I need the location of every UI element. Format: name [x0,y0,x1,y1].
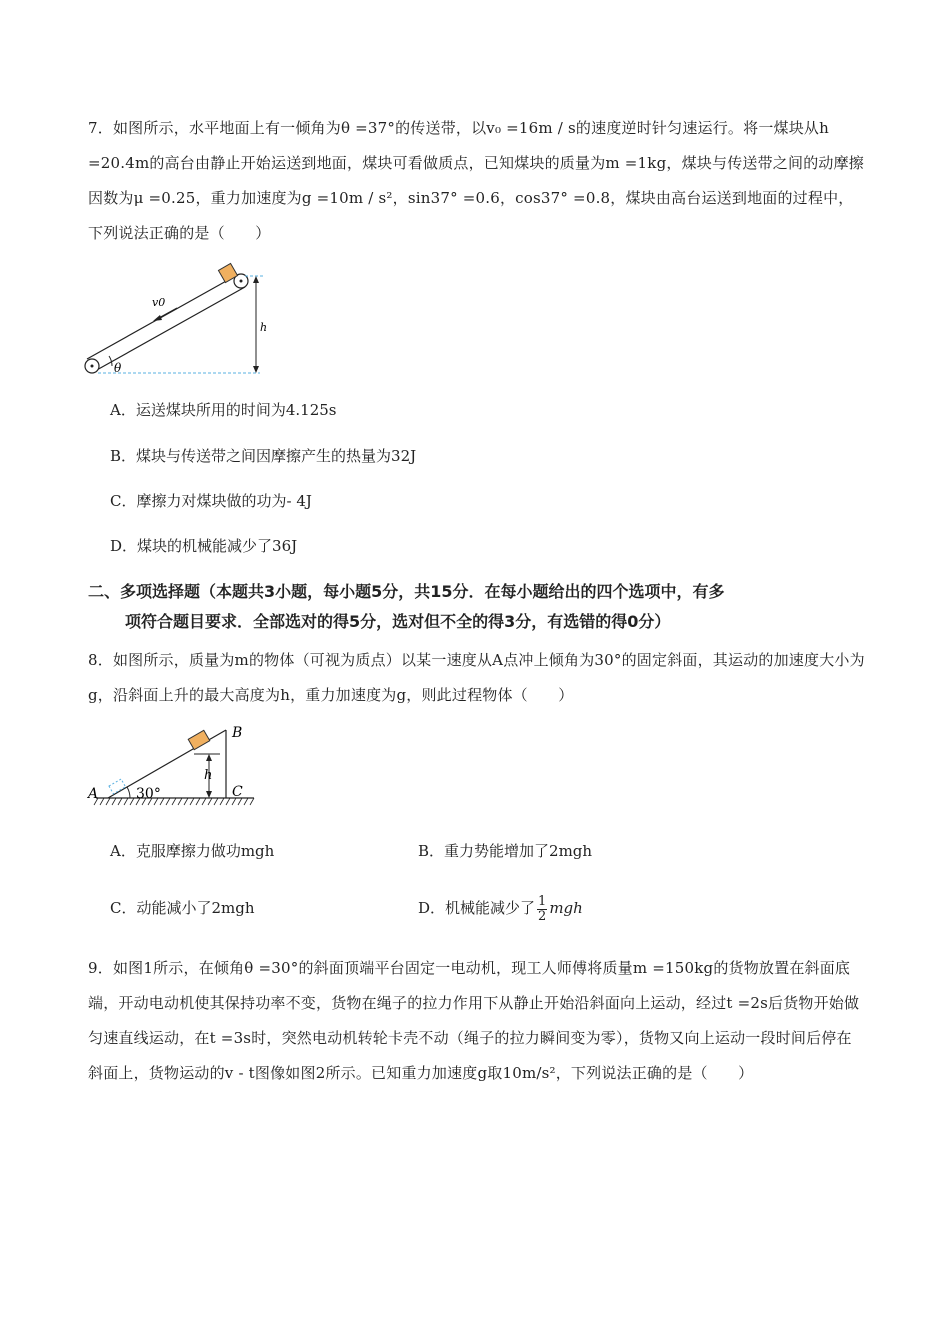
q7-option-b[interactable]: B．煤块与传送带之间因摩擦产生的热量为32J [110,447,417,465]
q8-option-b[interactable]: B．重力势能增加了2mgh [418,842,593,860]
section-2-heading-line1: 二、多项选择题（本题共3小题，每小题5分，共15分．在每小题给出的四个选项中，有多 [88,582,725,601]
label-a: A [88,786,99,802]
fraction-one-half [537,895,547,924]
label-c: C [232,784,243,800]
label-h: h [260,321,268,334]
label-b: B [232,725,243,741]
q8-option-d-prefix: D．机械能减少了 [418,899,536,917]
incline-figure [86,720,261,815]
q7-option-d[interactable]: D．煤块的机械能减少了36J [110,537,298,555]
q7-option-a[interactable]: A．运送煤块所用的时间为4.125s [110,401,337,419]
question-7-text: 7．如图所示，水平地面上有一倾角为θ =37°的传送带，以v₀ =16m / s的速度逆时针匀速运行。将一煤块从h =20.4m的高台由静止开始运送到地面，煤块可看做质点，已知煤块的质量为m =1kg，煤块与传送带之间的动摩擦因数为μ =0.25，重力加速度为g =10m / s²，sin37° =0.6，cos37° =0.8，煤块由高台运送到地面的过程中，下列说法正确的是（ ） [88,119,864,242]
conveyor-belt-figure [80,262,280,382]
q8-option-a[interactable]: A．克服摩擦力做功mgh [110,842,275,860]
q8-option-c[interactable]: C．动能减小了2mgh [110,899,255,917]
question-8-text: 8．如图所示，质量为m的物体（可视为质点）以某一速度从A点冲上倾角为30°的固定斜面，其运动的加速度大小为g，沿斜面上升的最大高度为h，重力加速度为g，则此过程物体（ ） [88,651,865,704]
label-h: h [204,768,213,783]
q8-option-d[interactable] [418,888,583,928]
fraction-numerator: 1 [538,893,547,909]
q7-option-c[interactable]: C．摩擦力对煤块做的功为- 4J [110,492,312,510]
section-2-heading [88,577,868,637]
label-theta: θ [114,361,122,375]
q8-option-d-suffix: mgh [549,899,583,917]
fraction-denominator: 2 [538,908,547,924]
label-v0: v0 [152,296,166,309]
question-9-text: 9．如图1所示，在倾角θ =30°的斜面顶端平台固定一电动机，现工人师傅将质量m =150kg的货物放置在斜面底端，开动电动机使其保持功率不变，货物在绳子的拉力作用下从静止开始沿斜面向上运动，经过t =2s后货物开始做匀速直线运动，在t =3s时，突然电动机转轮卡壳不动（绳子的拉力瞬间变为零），货物又向上运动一段时间后停在斜面上，货物运动的v - t图像如图2所示。已知重力加速度g取10m/s²，下列说法正确的是（ ） [88,959,860,1082]
label-30-degree: 30° [136,786,161,802]
section-2-heading-line2: 项符合题目要求．全部选对的得5分，选对但不全的得3分，有选错的得0分） [125,612,671,631]
